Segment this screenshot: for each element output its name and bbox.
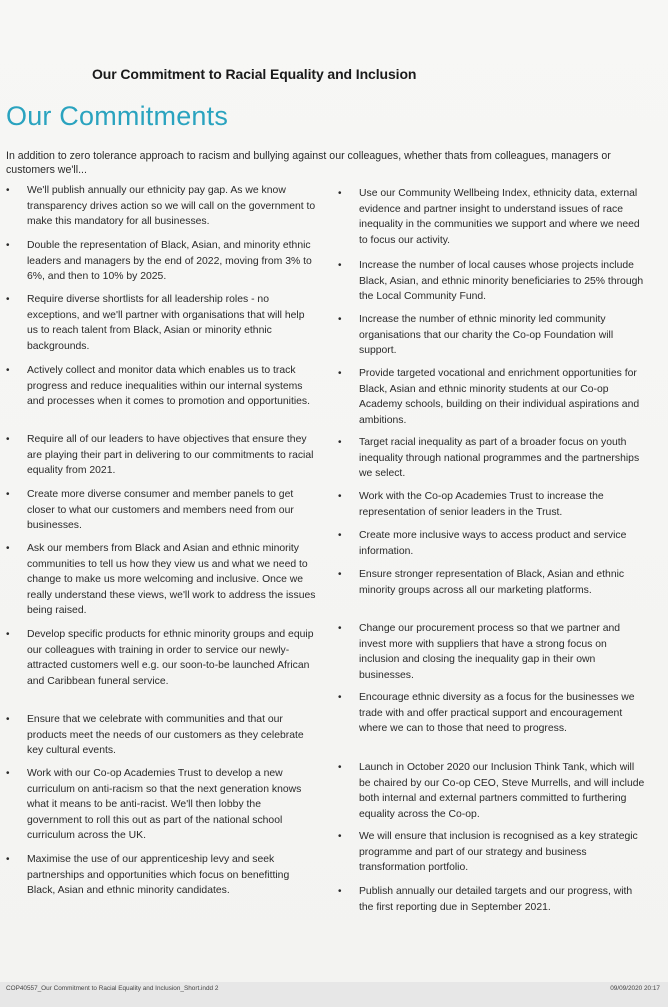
list-item: • Require all of our leaders to have objectives that ensure they are playing their part in delivering to our commitments to racial equality from 2021. bbox=[6, 434, 314, 477]
bullet: • bbox=[6, 768, 10, 779]
list-item: • Develop specific products for ethnic minority groups and equip our colleagues with training in order to service our newly-attracted customers well e.g. our soon-to-be launched African and Caribbean funeral service. bbox=[6, 629, 314, 687]
list-item: • We will ensure that inclusion is recognised as a key strategic programme and part of our strategy and business transformation portfolio. bbox=[338, 831, 638, 874]
bullet: • bbox=[338, 260, 342, 271]
slug-timestamp: 09/09/2020 20:17 bbox=[610, 985, 660, 992]
list-item: • Provide targeted vocational and enrichment opportunities for Black, Asian and ethnic minority students at our Co-op Academy schools, building on their individual aspirations and ambitions. bbox=[338, 368, 640, 426]
bullet: • bbox=[338, 569, 342, 580]
bullet: • bbox=[6, 240, 10, 251]
bullet: • bbox=[6, 434, 10, 445]
bullet: • bbox=[338, 437, 342, 448]
list-item: • Target racial inequality as part of a broader focus on youth inequality through national programmes and the partnerships we select. bbox=[338, 437, 640, 480]
list-item: • Work with the Co-op Academies Trust to increase the representation of senior leaders in the Trust. bbox=[338, 491, 604, 518]
list-item: • Require diverse shortlists for all leadership roles - no exceptions, and we'll partner with organisations that will help us to reach talent from Black, Asian or minority ethnic backgrounds. bbox=[6, 294, 305, 352]
bullet: • bbox=[338, 762, 342, 773]
list-item: • Maximise the use of our apprenticeship levy and seek partnerships and opportunities which focus on benefitting Black, Asian and ethnic minority candidates. bbox=[6, 854, 290, 897]
list-item: • Publish annually our detailed targets and our progress, with the first reporting due in September 2021. bbox=[338, 886, 633, 913]
bullet: • bbox=[338, 314, 342, 325]
list-item: • Double the representation of Black, Asian, and minority ethnic leaders and managers by the end of 2022, moving from 3% to 6%, and then to 10% by 2025. bbox=[6, 240, 312, 283]
bullet: • bbox=[6, 365, 10, 376]
bullet: • bbox=[6, 294, 10, 305]
list-item: • Actively collect and monitor data which enables us to track progress and reduce inequalities within our internal systems and processes when it comes to promotion and opportunities. bbox=[6, 365, 311, 408]
bullet: • bbox=[338, 831, 342, 842]
bullet: • bbox=[338, 886, 342, 897]
list-item: • Encourage ethnic diversity as a focus for the businesses we trade with and offer practical support and encouragement where we can to those that need to progress. bbox=[338, 692, 635, 735]
list-item: • Work with our Co-op Academies Trust to develop a new curriculum on anti-racism so that the next generation knows what it means to be anti-racist. We'll then lobby the government to roll this out as part of the national school curriculum across the UK. bbox=[6, 768, 302, 842]
list-item: • Increase the number of local causes whose projects include Black, Asian, and ethnic minority beneficiaries to 25% through the Local Community Fund. bbox=[338, 260, 644, 303]
list-item: • Use our Community Wellbeing Index, ethnicity data, external evidence and partner insight to understand issues of race inequality in the communities we support and where we need to focus our activity. bbox=[338, 188, 640, 246]
list-item: • Ensure that we celebrate with communities and that our products meet the needs of our customers as they celebrate key cultural events. bbox=[6, 714, 304, 757]
bullet: • bbox=[6, 714, 10, 725]
bullet: • bbox=[6, 543, 10, 554]
list-item: • Ensure stronger representation of Black, Asian and ethnic minority groups across all our marketing platforms. bbox=[338, 569, 625, 596]
list-item: • We'll publish annually our ethnicity pay gap. As we know transparency drives action so we will call on the government to make this mandatory for all businesses. bbox=[6, 185, 316, 228]
bullet: • bbox=[338, 692, 342, 703]
bullet: • bbox=[6, 629, 10, 640]
page-title: Our Commitments bbox=[6, 101, 229, 131]
bullet: • bbox=[6, 185, 10, 196]
list-item: • Change our procurement process so that we partner and invest more with suppliers that have a strong focus on inclusion and closing the inequality gap in their own businesses. bbox=[338, 623, 621, 681]
slug-filename: COP40557_Our Commitment to Racial Equality and Inclusion_Short.indd 2 bbox=[6, 985, 219, 992]
list-item: • Create more inclusive ways to access product and service information. bbox=[338, 530, 627, 557]
list-item: • Launch in October 2020 our Inclusion Think Tank, which will be chaired by our Co-op CEO, Steve Murrells, and will include both internal and external partners committed to furthering equality across the Co-op. bbox=[338, 762, 645, 820]
running-header: Our Commitment to Racial Equality and Inclusion bbox=[92, 66, 417, 82]
bullet: • bbox=[338, 491, 342, 502]
bullet: • bbox=[6, 489, 10, 500]
bullet: • bbox=[338, 368, 342, 379]
intro-paragraph: In addition to zero tolerance approach to racism and bullying against our colleagues, whether thats from colleagues, managers or customers we'll... bbox=[6, 150, 611, 176]
bullet: • bbox=[338, 530, 342, 541]
list-item: • Ask our members from Black and Asian and ethnic minority communities to tell us how they view us and what we need to change to make us more welcoming and inclusive. Once we really understand these views, we'll work to address the issues being raised. bbox=[6, 543, 316, 617]
list-item: • Create more diverse consumer and member panels to get closer to what our customers and members need from our businesses. bbox=[6, 489, 294, 532]
bullet: • bbox=[6, 854, 10, 865]
bullet: • bbox=[338, 188, 342, 199]
list-item: • Increase the number of ethnic minority led community organisations that our charity the Co-op Foundation will support. bbox=[338, 314, 614, 357]
print-slug bbox=[0, 982, 668, 1007]
bullet: • bbox=[338, 623, 342, 634]
